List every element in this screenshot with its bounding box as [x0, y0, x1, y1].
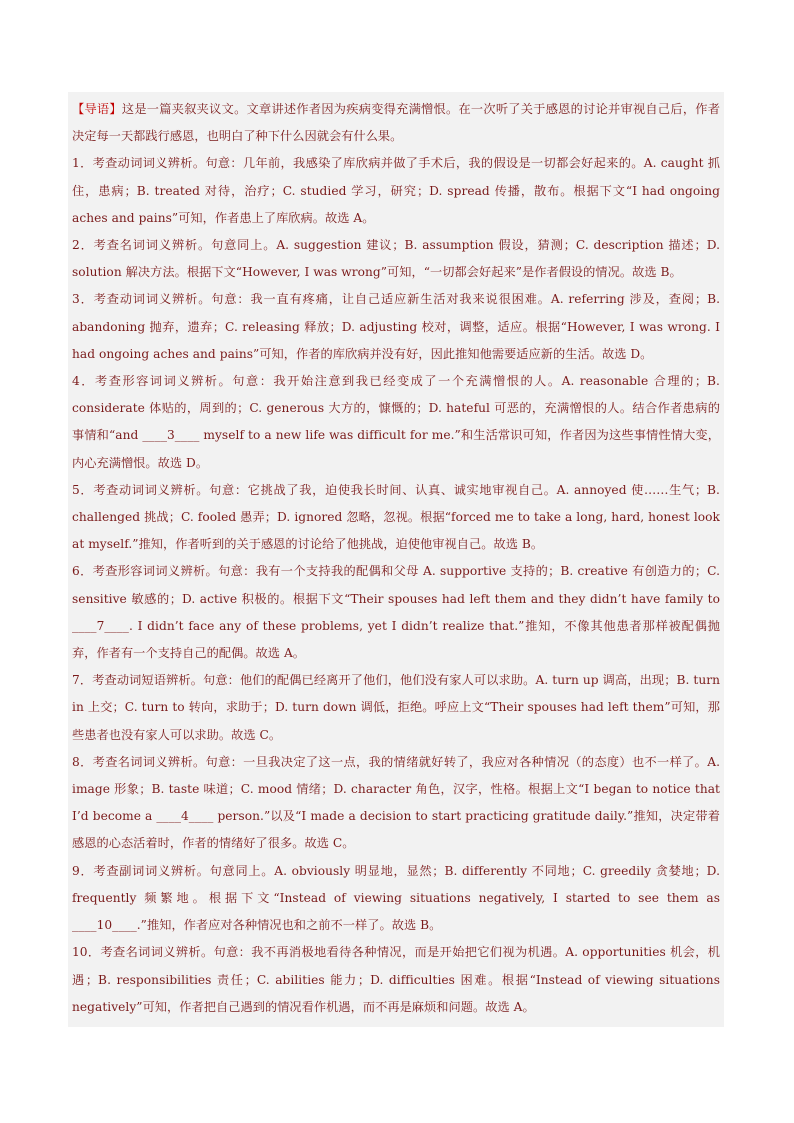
answer-explanation-block: [68, 92, 724, 1027]
item-number: 2．: [72, 238, 94, 253]
item-number: 7．: [72, 673, 93, 688]
explanation-item-10: [72, 939, 720, 1021]
explanation-item-2: [72, 232, 720, 286]
explanation-item-9: [72, 858, 720, 940]
explanation-item-4: [72, 368, 720, 477]
intro-text: 这是一篇夹叙夹议文。文章讲述作者因为疾病变得充满憎恨。在一次听了关于感恩的讨论并审视自己后，作者决定每一天都践行感恩，也明白了种下什么因就会有什么果。: [72, 102, 721, 144]
intro-paragraph: [72, 96, 720, 150]
item-text: 考查动词词义辨析。句意：几年前，我感染了库欣病并做了手术后，我的假设是一切都会好起来的。A. caught 抓住，患病；B. treated 对待，治疗；C. studied 学习，研究；D. spread 传播，散布。根据下文“I had ongoing aches and pains”可知，作者患上了库欣病。故选 A。: [72, 156, 720, 225]
explanation-item-5: [72, 477, 720, 559]
explanation-item-1: [72, 150, 720, 232]
item-number: 10．: [72, 945, 101, 960]
item-text: 考查副词词义辨析。句意同上。A. obviously 明显地，显然；B. differently 不同地；C. greedily 贪婪地；D. frequently 频繁地。根据下文“Instead of viewing situations negatively, I started to see them as ____10____.”推知，作者应对各种情况也和之前不一样了。故选 B。: [72, 863, 720, 933]
item-text: 考查名词词义辨析。句意：一旦我决定了这一点，我的情绪就好转了，我应对各种情况（的态度）也不一样了。A. image 形象；B. taste 味道；C. mood 情绪；D. character 角色，汉字，性格。根据上文“I began to notice that I’d become a ____4____ person.”以及“I made a decision to start practicing gratitude daily.”推知，决定带着感恩的心态活着时，作者的情绪好了很多。故选 C。: [72, 754, 720, 851]
item-number: 8．: [72, 754, 93, 769]
item-text: 考查形容词词义辨析。句意：我开始注意到我已经变成了一个充满憎恨的人。A. reasonable 合理的；B. considerate 体贴的，周到的；C. generous 大方的，慷慨的；D. hateful 可恶的，充满憎恨的人。结合作者患病的事情和“and ____3____ myself to a new life was difficult for me.”和生活常识可知，作者因为这些事情性情大变，内心充满憎恨。故选 D。: [72, 374, 720, 470]
explanation-item-7: [72, 667, 720, 749]
item-text: 考查形容词词义辨析。句意：我有一个支持我的配偶和父母 A. supportive 支持的；B. creative 有创造力的；C. sensitive 敏感的；D. active 积极的。根据下文“Their spouses had left them and they didn’t have family to ____7____. I didn’t face any of these problems, yet I didn’t realize that.”推知，不像其他患者那样被配偶抛弃，作者有一个支持自己的配偶。故选 A。: [72, 564, 720, 661]
item-text: 考查名词词义辨析。句意同上。A. suggestion 建议；B. assumption 假设，猜测；C. description 描述；D. solution 解决方法。根据下文“However, I was wrong”可知，“一切都会好起来”是作者假设的情况。故选 B。: [72, 238, 721, 280]
item-text: 考查动词词义辨析。句意：我一直有疼痛，让自己适应新生活对我来说很困难。A. referring 涉及，查阅；B. abandoning 抛弃，遗弃；C. releasing 释放；D. adjusting 校对，调整，适应。根据“However, I was wrong. I had ongoing aches and pains”可知，作者的库欣病并没有好，因此推知他需要适应新的生活。故选 D。: [72, 292, 721, 361]
item-text: 考查动词短语辨析。句意：他们的配偶已经离开了他们，他们没有家人可以求助。A. turn up 调高，出现；B. turn in 上交；C. turn to 转向，求助于；D. turn down 调低，拒绝。呼应上文“Their spouses had left them”可知，那些患者也没有家人可以求助。故选 C。: [72, 673, 720, 742]
item-text: 考查名词词义辨析。句意：我不再消极地看待各种情况，而是开始把它们视为机遇。A. opportunities 机会，机遇；B. responsibilities 责任；C. abilities 能力；D. difficulties 困难。根据“Instead of viewing situations negatively”可知，作者把自己遇到的情况看作机遇，而不再是麻烦和问题。故选 A。: [72, 945, 720, 1014]
item-number: 9．: [72, 863, 94, 878]
item-text: 考查动词词义辨析。句意：它挑战了我，迫使我长时间、认真、诚实地审视自己。A. annoyed 使……生气；B. challenged 挑战；C. fooled 愚弄；D. ignored 忽略，忽视。根据“forced me to take a long, hard, honest look at myself.”推知，作者听到的关于感恩的讨论给了他挑战，迫使他审视自己。故选 B。: [72, 482, 720, 552]
item-number: 1．: [72, 156, 93, 171]
item-number: 6．: [72, 564, 93, 579]
explanation-item-3: [72, 286, 720, 368]
item-number: 3．: [72, 292, 94, 307]
item-number: 4．: [72, 374, 96, 389]
explanation-item-6: [72, 558, 720, 667]
item-number: 5．: [72, 482, 94, 497]
intro-tag: 【导语】: [72, 102, 122, 116]
explanation-item-8: [72, 749, 720, 858]
